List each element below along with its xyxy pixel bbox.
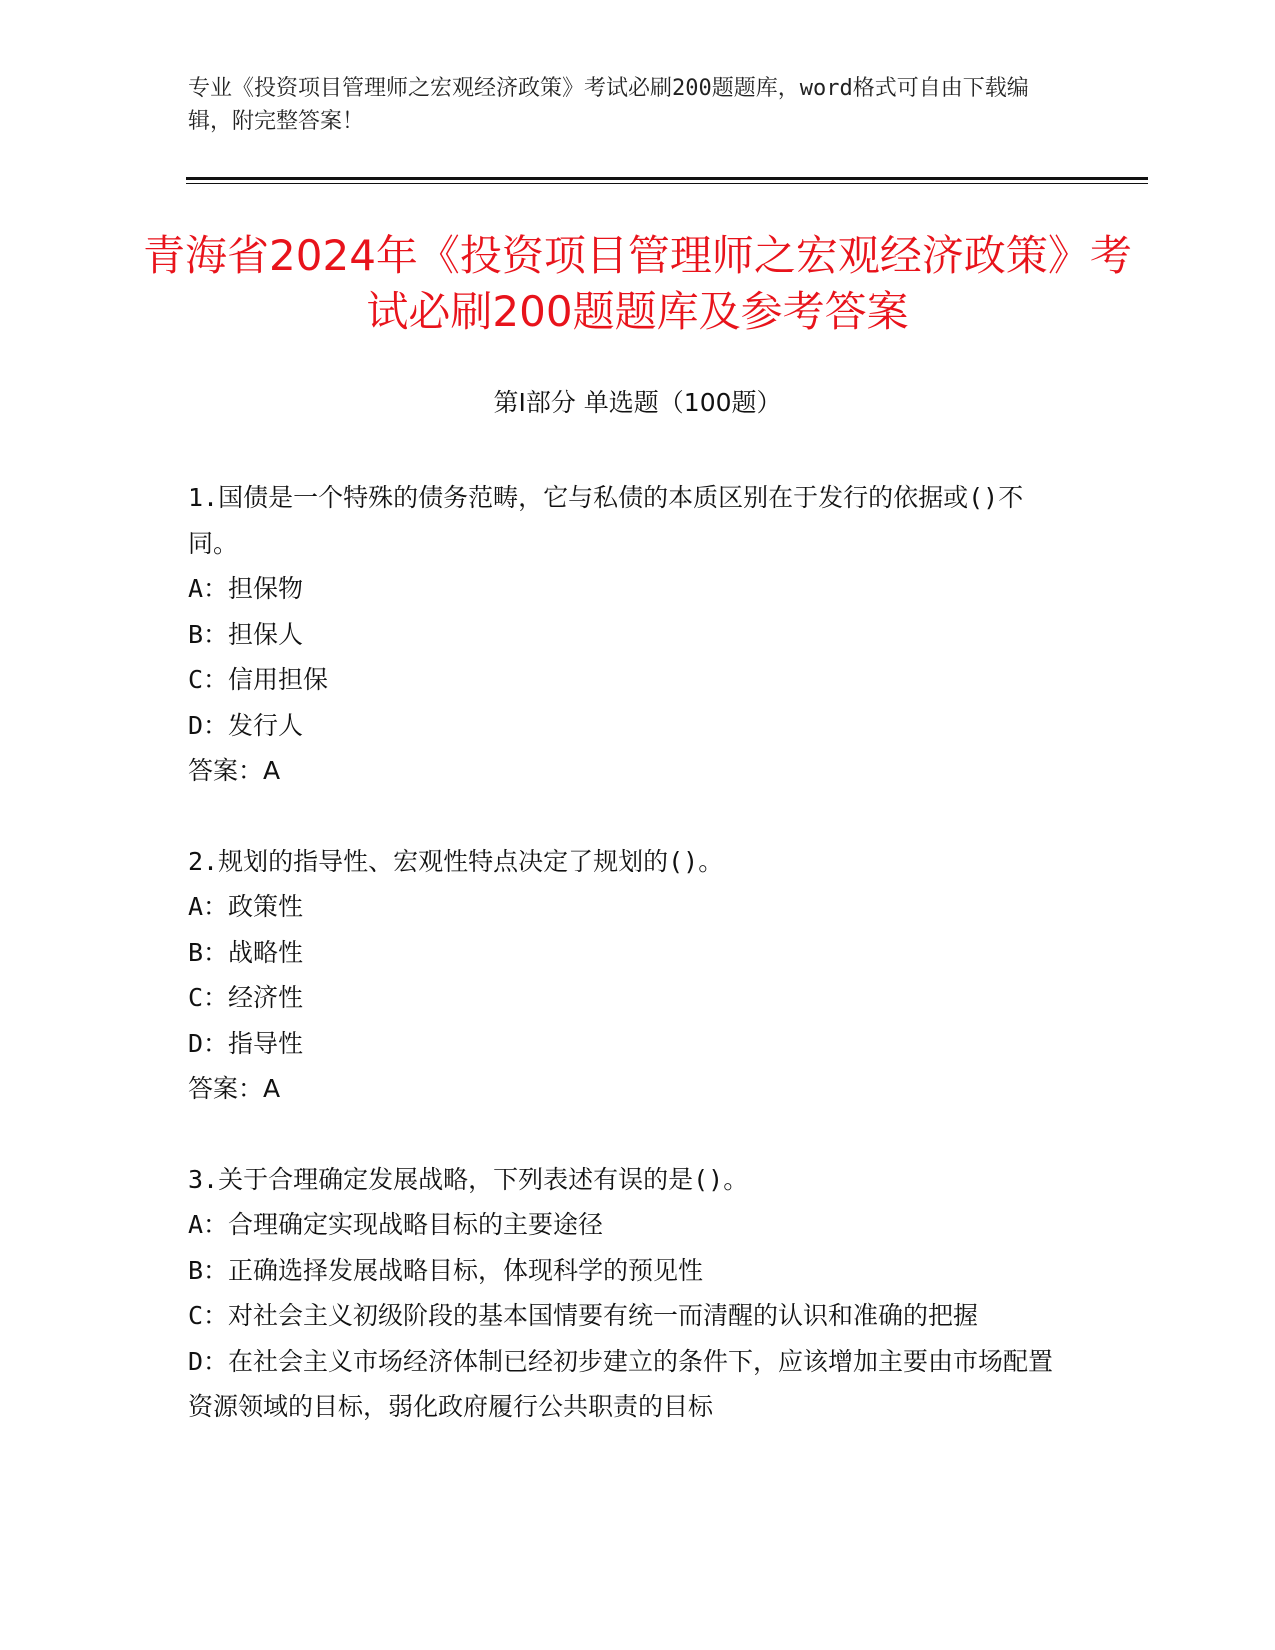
option-d: D：在社会主义市场经济体制已经初步建立的条件下，应该增加主要由市场配置资源领域的目标，弱化政府履行公共职责的目标 [188,1346,1054,1421]
answer: 答案：A [188,1074,281,1103]
option-b: B：正确选择发展战略目标，体现科学的预见性 [188,1255,704,1285]
option-d: D：发行人 [188,710,304,740]
question-3 [188,1157,1068,1430]
question-stem: 3.关于合理确定发展战略，下列表述有误的是()。 [188,1164,749,1194]
option-a: A：合理确定实现战略目标的主要途径 [188,1210,604,1239]
question-list [188,475,1068,1475]
question-stem: 2.规划的指导性、宏观性特点决定了规划的()。 [188,846,724,876]
header-divider-thick [186,177,1148,180]
document-title: 青海省2024年《投资项目管理师之宏观经济政策》考试必刷200题题库及参考答案 [143,231,1132,336]
answer: 答案：A [188,756,281,785]
option-b: B：担保人 [188,619,304,649]
header-note: 专业《投资项目管理师之宏观经济政策》考试必刷200题题库，word格式可自由下载编辑，附完整答案！ [188,76,1029,134]
option-a: A：政策性 [188,892,304,921]
question-1 [188,475,1068,794]
section-title: 第I部分 单选题（100题） [493,388,782,417]
option-b: B：战略性 [188,937,304,967]
question-2 [188,839,1068,1112]
option-a: A：担保物 [188,574,304,603]
option-c: C：对社会主义初级阶段的基本国情要有统一而清醒的认识和准确的把握 [188,1301,979,1330]
option-c: C：信用担保 [188,665,329,694]
option-c: C：经济性 [188,983,304,1012]
header-divider-thin [186,183,1148,184]
option-d: D：指导性 [188,1028,304,1058]
question-stem: 1.国债是一个特殊的债务范畴，它与私债的本质区别在于发行的依据或()不同。 [188,483,1024,558]
